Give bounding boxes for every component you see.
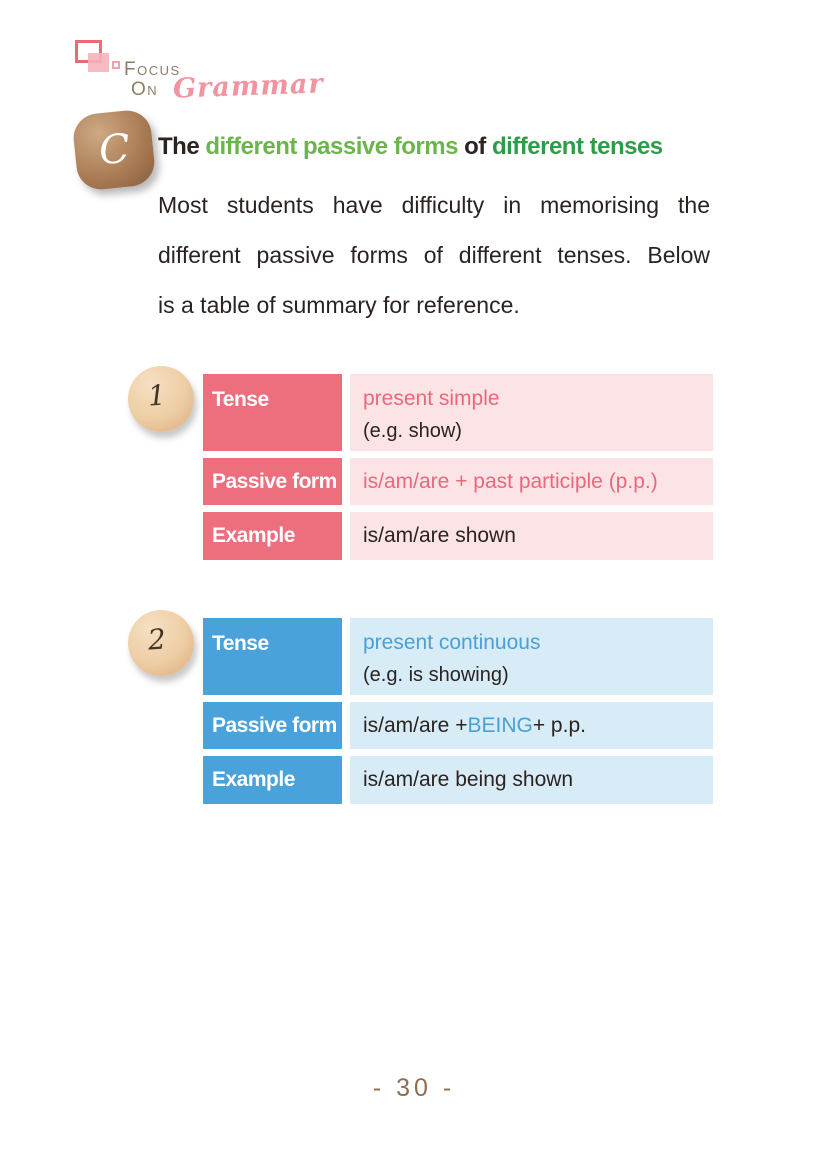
table-row-tense [203,374,713,451]
table-number-badge-2 [128,610,194,676]
logo-text-grammar: Grammar [172,68,325,105]
paragraph-line: Most students have difficulty in memorising the [158,192,710,218]
table-number-2: 2 [146,621,168,657]
heading-highlight1: different passive forms [205,133,458,160]
logo-text-on: On [131,79,159,100]
row-value-tense [350,374,713,451]
row-label-example: Example [203,756,342,804]
example-text: is/am/are shown [363,524,516,547]
logo-square-fill-icon [88,53,109,72]
row-value-tense [350,618,713,695]
passive-table-present-simple [203,374,713,560]
table-row-passive-form [203,702,713,749]
row-value-passive-form [350,458,713,505]
logo-text-focus: Focus [124,59,181,80]
row-label-passive-form: Passive form [203,458,342,505]
page-number: - 30 - [372,1074,456,1102]
example-text: is/am/are being shown [363,768,574,791]
row-label-example: Example [203,512,342,560]
passive-form-text: is/am/are + past participle (p.p.) [363,469,658,493]
table-number-badge-1 [128,366,194,432]
section-letter-badge [71,108,157,192]
table-row-example [203,512,713,560]
tense-example: (e.g. show) [363,420,462,442]
passive-table-present-continuous [203,618,713,804]
passive-form-keyword: BEING [467,713,533,737]
heading-highlight2: different tenses [491,133,663,160]
table-row-tense [203,618,713,695]
row-label-tense: Tense [203,618,342,695]
heading-part2: of [457,133,492,160]
paragraph-line: different passive forms of different tenses. Below [158,242,710,268]
row-value-example [350,756,713,804]
table-row-passive-form [203,458,713,505]
tense-name: present continuous [363,631,541,654]
table-row-example [203,756,713,804]
logo-square-tiny-icon [112,61,120,69]
section-letter: C [97,125,131,175]
section-heading [158,133,718,161]
passive-form-segment: is/am/are + [363,713,468,737]
paragraph-line: is a table of summary for reference. [158,292,520,318]
row-value-passive-form [350,702,713,749]
heading-part1: The [158,133,206,160]
tense-example: (e.g. is showing) [363,664,509,686]
passive-form-segment: + p.p. [532,713,586,737]
row-label-passive-form: Passive form [203,702,342,749]
row-value-example [350,512,713,560]
focus-on-grammar-logo [0,0,325,110]
tense-name: present simple [363,387,500,410]
row-label-tense: Tense [203,374,342,451]
intro-paragraph [158,180,710,330]
table-number-1: 1 [146,377,168,413]
